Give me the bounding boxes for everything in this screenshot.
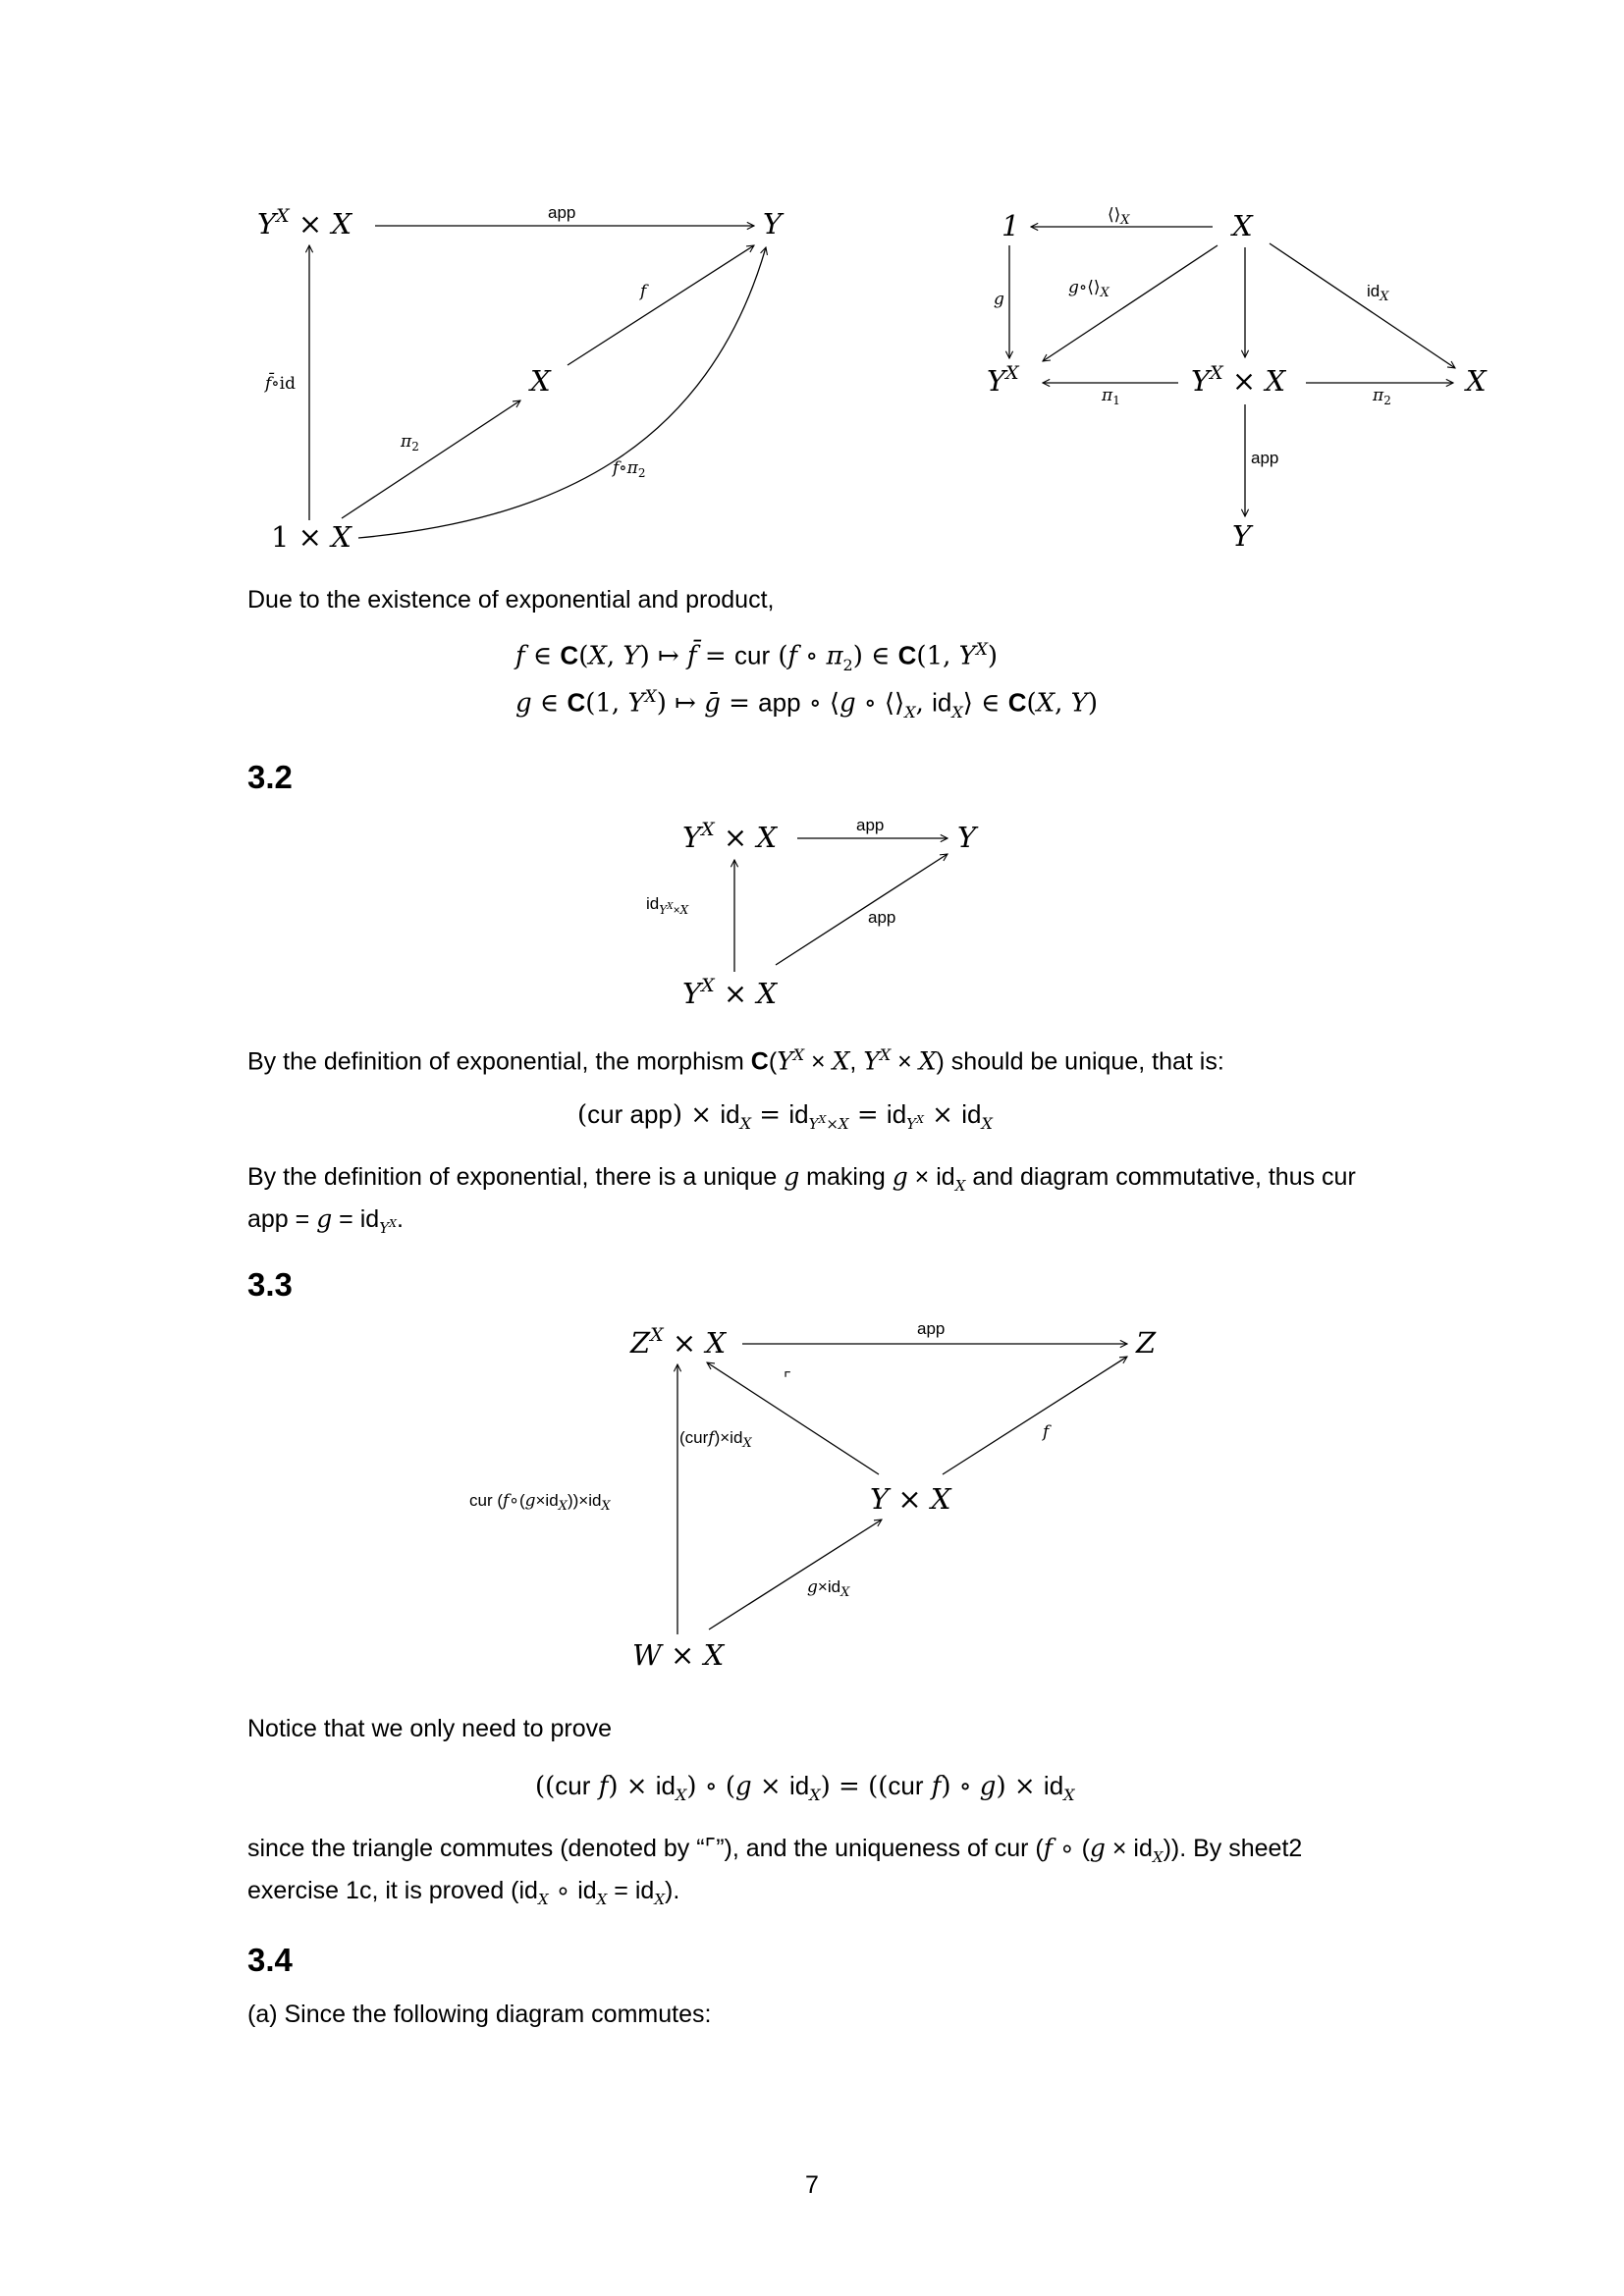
label-id-x: $id_X$: [1367, 282, 1389, 304]
label-f: f: [640, 282, 647, 301]
arrow-pi2: [342, 400, 520, 518]
section-heading-3-3: 3.3: [247, 1266, 293, 1303]
diagram-2: [987, 205, 1488, 553]
arrow-g-bang: [1043, 245, 1218, 361]
label-pi2-right: $\pi_2$: [1373, 386, 1391, 407]
arrow-f: [568, 245, 754, 365]
page-number: 7: [805, 2171, 819, 2199]
section-heading-3-2: 3.2: [247, 759, 293, 795]
arrow-id-x: [1270, 243, 1455, 368]
label-pi1: $\pi_1$: [1102, 386, 1120, 407]
label-fbar-id: f̄∘id: [265, 374, 296, 394]
node-1-times-x: 1 × X: [271, 520, 352, 554]
section-3-2-text-1: By the definition of exponential, the morphism $C(Y^X \times X$, $Y^X \times X$) should be unique, that is:: [247, 1045, 1224, 1076]
arrow-f: [943, 1357, 1127, 1474]
diagram-1: [257, 203, 785, 554]
label-pi2: $\pi_2$: [401, 432, 419, 454]
section-3-4-text-1: (a) Since the following diagram commutes:: [247, 2001, 712, 2028]
arrow-f-pi2: [358, 247, 766, 538]
node-1: 1: [1001, 209, 1020, 242]
diagram-3-3: [0, 1306, 1624, 1679]
section-3-3-equation: ((cur $f) \times id_X$) ∘ $(g \times id_X) = ((cur$ f) ∘ $g) \times id_X$: [535, 1771, 1075, 1805]
label-app: app: [548, 203, 576, 222]
arrow-curf-id: [707, 1362, 879, 1474]
arrow-app-diag: [776, 854, 947, 965]
label-id: $id_Y^X_\times X$: [646, 894, 689, 917]
label-cur-left: cur $(f\circ(g\times id_X))\times id_X$: [469, 1491, 611, 1514]
arrow-g-id: [709, 1520, 882, 1629]
label-curf-id: $(curf)\times id_X$: [679, 1428, 752, 1451]
label-f-pi2: $f\circ\pi_2$: [613, 458, 646, 480]
equation-intro-1: f ∈ C(X, Y) ↦ f̄ = cur (f ∘ $\pi_2$) ∈ C(1, $Y^X$): [515, 640, 999, 674]
node-x-mid: X: [530, 364, 551, 398]
node-yx-times-x: $Y^X \times X$: [257, 205, 352, 240]
node-y: Y: [957, 821, 977, 854]
section-3-3-text-2: since the triangle commutes (denoted by “⌜”), and the uniqueness of cur (f ∘ $(g \times id_X)$). By sheet2 exercise 1c, it is proved ($id_X$ ∘ $id_X = id_X$).: [247, 1834, 1303, 1908]
node-zx-times-x: $Z^X \times X$: [630, 1324, 727, 1360]
label-g: g: [994, 290, 1004, 309]
node-yx: $Y^X$: [987, 362, 1019, 398]
label-g-bang: $g\circ⟨⟩_X$: [1068, 278, 1110, 300]
label-f: f: [1043, 1422, 1050, 1442]
node-x-right: X: [1466, 364, 1487, 398]
section-heading-3-4: 3.4: [247, 1942, 293, 1978]
node-y-bottom: Y: [1232, 519, 1252, 553]
intro-text: Due to the existence of exponential and product,: [247, 586, 775, 614]
section-3-2-text-2: By the definition of exponential, there is a unique g making $g \times id_X$ and diagram commutative, thus cur app = $g = id_{Y^X}$.: [247, 1162, 1356, 1237]
node-x-top: X: [1232, 209, 1253, 242]
label-g-id: $g\times id_X$: [807, 1577, 850, 1600]
section-3-2-equation: (cur $app) \times id_X = id_{Y^X\times X} = id_{Y^X} \times id_X$: [577, 1099, 993, 1134]
node-z: Z: [1136, 1326, 1157, 1360]
node-w-times-x: W × X: [632, 1638, 725, 1672]
diagram-top: [0, 0, 1624, 589]
node-y-times-x: Y × X: [870, 1482, 951, 1516]
label-corner: ⌜: [784, 1369, 791, 1388]
node-y: Y: [763, 207, 783, 240]
node-yx-times-x: $Y^X \times X$: [1191, 362, 1286, 398]
label-app: app: [917, 1319, 946, 1338]
node-yx-times-x-top: $Y^X \times X$: [682, 819, 778, 854]
label-app-top: app: [856, 816, 885, 834]
label-bang-x: $⟨⟩_X$: [1108, 205, 1130, 228]
equation-intro-2: g ∈ C(1, $Y^X$) ↦ ḡ = app ∘ ⟨g ∘ $⟨⟩_X$, $id_X⟩$ ∈ C(X, Y): [515, 687, 1098, 721]
section-3-3-text-1: Notice that we only need to prove: [247, 1715, 613, 1742]
node-yx-times-x-bottom: $Y^X \times X$: [682, 975, 778, 1010]
diagram-3-2: [0, 805, 1624, 1021]
label-app: app: [1251, 449, 1279, 467]
label-app-diag: app: [868, 908, 896, 927]
